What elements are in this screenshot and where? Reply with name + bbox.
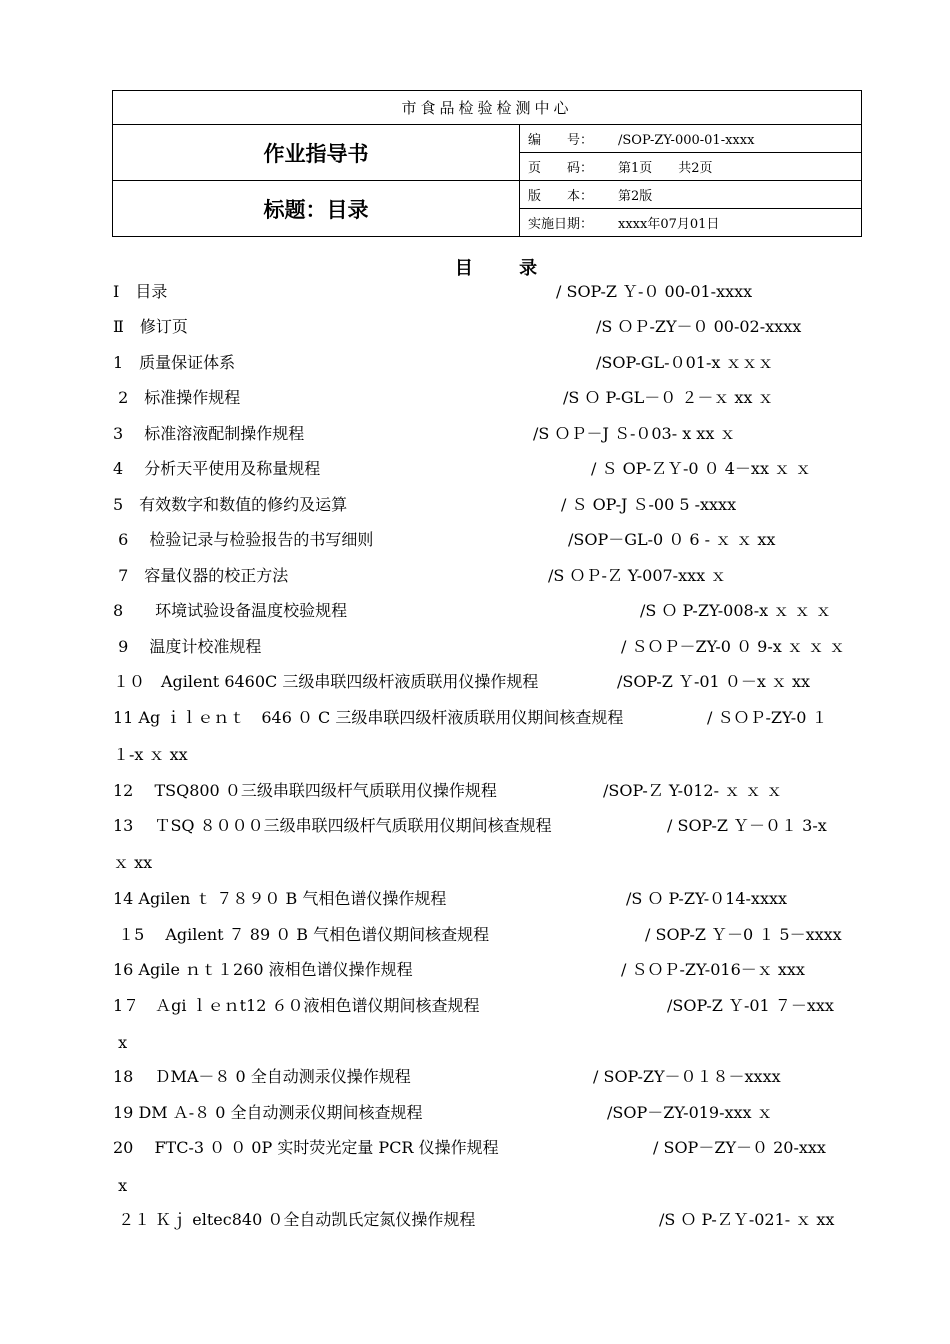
toc-entry-code: /SOP-Z Ｙ-01 ０－x ｘ xx bbox=[617, 672, 811, 691]
toc-entry-code: /SOP-Z Ｙ-01 ７－xxx bbox=[667, 996, 834, 1015]
toc-entry-code: /S Ｏ P-ZY-０14-xxxx bbox=[626, 889, 788, 908]
toc-entry-code: / Ｓ OP-ＺＹ-0 ０ 4－xx ｘ ｘ bbox=[591, 459, 812, 478]
toc-entry-title: 6 检验记录与检验报告的书写细则 bbox=[113, 530, 374, 549]
toc-entry-code: /S ＯＰ-Ｚ Y-007-xxx ｘ bbox=[548, 566, 727, 585]
toc-entry-code: / SOP-Z Ｙ－0 １ 5－xxxx bbox=[645, 925, 842, 944]
toc-entry-code: /SOP-GL-０01-x ｘｘｘ bbox=[596, 353, 774, 372]
field-version bbox=[520, 181, 862, 209]
document-title: 标题：目录 bbox=[113, 181, 520, 237]
toc-entry-code: /SOP－GL-0 ０ 6 - ｘ ｘ xx bbox=[568, 530, 776, 549]
toc-entry-code: / Ｓ OP-J Ｓ-00 5 -xxxx bbox=[561, 495, 737, 514]
toc-entry-title: 20 FTC-3 ０ ０ 0P 实时荧光定量 PCR 仪操作规程 bbox=[113, 1138, 499, 1157]
field-page-value: 第1页 共2页 bbox=[618, 161, 713, 176]
toc-entry-code: / ＳＯＰ-ZY-0 １ bbox=[707, 708, 828, 727]
field-page bbox=[520, 153, 862, 181]
toc-entry-code: / ＳＯＰ-ZY-016－ｘ xxx bbox=[621, 960, 805, 979]
field-date-value: xxxx年07月01日 bbox=[618, 217, 720, 232]
field-number-label: 编 号： bbox=[528, 133, 594, 148]
toc-entry-title: 12 TSQ800 ０三级串联四级杆气质联用仪操作规程 bbox=[113, 781, 497, 800]
toc-entry-title: Ⅰ 目录 bbox=[113, 282, 168, 301]
field-number-value: /SOP-ZY-000-01-xxxx bbox=[618, 133, 755, 148]
toc-entry-title: 2 标准操作规程 bbox=[113, 388, 241, 407]
field-number bbox=[520, 125, 862, 153]
field-date-label: 实施日期： bbox=[528, 217, 594, 232]
toc-heading: 目 录 bbox=[454, 258, 558, 279]
toc-entry-title: 13 ＴSQ ８０００三级串联四级杆气质联用仪期间核查规程 bbox=[113, 816, 552, 835]
toc-entry-title: 5 有效数字和数值的修约及运算 bbox=[113, 495, 348, 514]
toc-entry-title: Ⅱ 修订页 bbox=[113, 317, 188, 336]
toc-entry-code: /S ＯＰ-ZY－０ 00-02-xxxx bbox=[596, 317, 802, 336]
toc-entry-title: 9 温度计校准规程 bbox=[113, 637, 262, 656]
toc-entry-title: ２１ Ｋｊ eltec840 ０全自动凯氏定氮仪操作规程 bbox=[113, 1210, 476, 1229]
toc-entry-code: /S Ｏ P-GL－０ ２－ｘ xx ｘ bbox=[563, 388, 774, 407]
toc-entry-title: 16 Agile ｎｔ１260 液相色谱仪操作规程 bbox=[113, 960, 413, 979]
toc-entry-code: / ＳＯＰ－ZY-0 ０ 9-x ｘ ｘ ｘ bbox=[621, 637, 846, 656]
toc-entry-code: / SOP-Z Ｙ-０ 00-01-xxxx bbox=[556, 282, 753, 301]
toc-entry-title: 19 DM Ａ-８ 0 全自动测汞仪期间核查规程 bbox=[113, 1103, 423, 1122]
toc-entry-title: １０ Agilent 6460C 三级串联四级杆液质联用仪操作规程 bbox=[113, 672, 539, 691]
toc-entry-code: /SOP－ZY-019-xxx ｘ bbox=[607, 1103, 773, 1122]
toc-entry-code: /S ＯＰ－J Ｓ-０03- x xx ｘ bbox=[533, 424, 736, 443]
document-header-table bbox=[112, 90, 862, 237]
toc-entry-code: / SOP-ZY－０１８－xxxx bbox=[593, 1067, 781, 1086]
toc-entry-code-continued: x bbox=[113, 1033, 128, 1052]
toc-entry-title: 8 环境试验设备温度校验规程 bbox=[113, 601, 348, 620]
toc-entry-title: 7 容量仪器的校正方法 bbox=[113, 566, 289, 585]
toc-entry-code-continued: x bbox=[113, 1176, 128, 1195]
toc-entry-title: 14 Agilen ｔ ７８９０ B 气相色谱仪操作规程 bbox=[113, 889, 447, 908]
field-date bbox=[520, 209, 862, 237]
document-type: 作业指导书 bbox=[113, 125, 520, 181]
field-version-value: 第2版 bbox=[618, 189, 653, 204]
toc-entry-title: 4 分析天平使用及称量规程 bbox=[113, 459, 321, 478]
field-version-label: 版 本： bbox=[528, 189, 594, 204]
toc-entry-title: 1７ Ａgi ｌｅｎt12 ６０液相色谱仪期间核查规程 bbox=[113, 996, 480, 1015]
toc-entry-code-continued: ｘ xx bbox=[113, 853, 153, 872]
toc-entry-code: /SOP-Ｚ Y-012- ｘ ｘ ｘ bbox=[603, 781, 783, 800]
toc-entry-title: １5 Agilent ７ 89 ０ B 气相色谱仪期间核查规程 bbox=[113, 925, 490, 944]
toc-entry-code: / SOP－ZY－０ 20-xxx bbox=[653, 1138, 826, 1157]
toc-entry-title: 1 质量保证体系 bbox=[113, 353, 236, 372]
toc-entry-title: 18 ＤMA－８ 0 全自动测汞仪操作规程 bbox=[113, 1067, 411, 1086]
toc-entry-title: 3 标准溶液配制操作规程 bbox=[113, 424, 305, 443]
toc-entry-code: / SOP-Z Ｙ－０１ 3-x bbox=[667, 816, 827, 835]
toc-entry-code-continued: １-x ｘ xx bbox=[113, 745, 188, 764]
toc-entry-title: 11 Ag ｉｌｅｎｔ 646 ０ C 三级串联四级杆液质联用仪期间核查规程 bbox=[113, 708, 624, 727]
organization-name: 市食品检验检测中心 bbox=[113, 91, 862, 125]
toc-entry-code: /S Ｏ P-ZY-008-x ｘ ｘ ｘ bbox=[640, 601, 832, 620]
toc-entry-code: /S Ｏ P-ＺＹ-021- ｘ xx bbox=[659, 1210, 835, 1229]
field-page-label: 页 码： bbox=[528, 161, 594, 176]
